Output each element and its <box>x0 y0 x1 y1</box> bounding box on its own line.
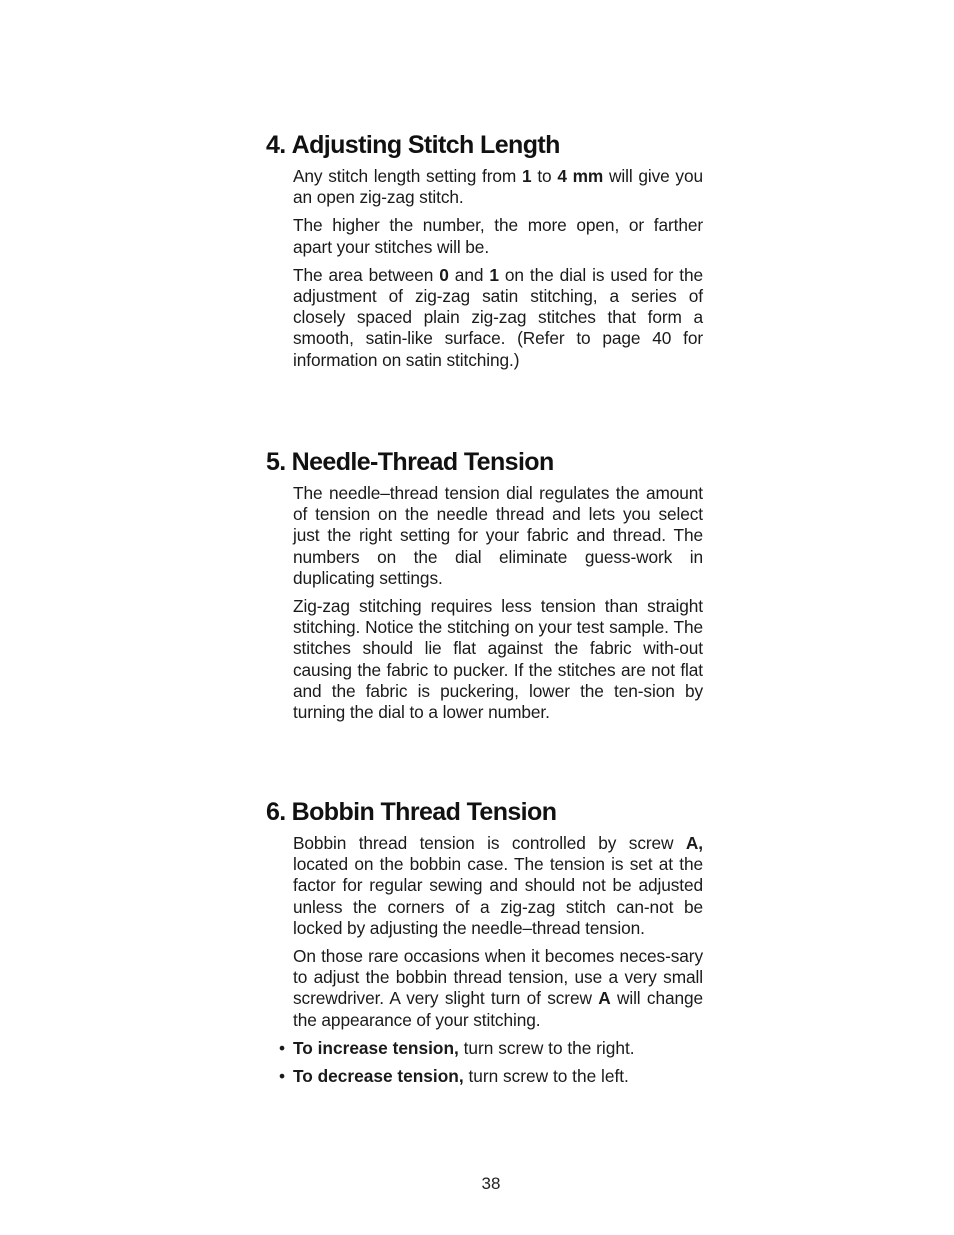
list-item <box>277 1038 703 1059</box>
section-heading <box>266 130 706 160</box>
section-title: Adjusting Stitch Length <box>291 131 560 159</box>
paragraph: Zig-zag stitching requires less tension than straight stitching. Notice the stitching on your test sample. The stitches should lie flat against the fabric with-out causing the fabric to pucker. If the stitches are not flat and the fabric is puckering, lower the ten-sion by turning the dial to a lower number. <box>293 596 703 723</box>
list-item <box>277 1066 703 1087</box>
paragraph: The higher the number, the more open, or farther apart your stitches will be. <box>293 215 703 257</box>
text-run: Any stitch length setting from <box>293 166 523 186</box>
bold-run: 4 mm <box>557 166 604 186</box>
page-number: 38 <box>481 1174 501 1193</box>
bullet-marker: • <box>279 1037 286 1058</box>
paragraph <box>293 946 703 1031</box>
section-number: 6. <box>266 798 286 826</box>
section-body <box>279 833 703 1087</box>
bullet-marker: • <box>279 1066 286 1087</box>
section-body <box>293 483 703 723</box>
section-needle-thread-tension <box>266 447 706 730</box>
section-title: Bobbin Thread Tension <box>291 798 557 826</box>
section-bobbin-thread-tension <box>266 797 706 1094</box>
paragraph <box>293 265 703 371</box>
bold-run: To decrease tension, <box>293 1066 464 1087</box>
text-run: will give you an open zig-zag stitch. <box>293 166 703 208</box>
paragraph: The needle–thread tension dial regulates the amount of tension on the needle thread and lets you select just the right setting for your fabric and thread. The numbers on the dial eliminate guess-work in duplicating settings. <box>293 483 703 588</box>
text-run: will change the appearance of your stitching. <box>293 988 703 1030</box>
text-run: The area between <box>293 264 440 285</box>
text-run: on the dial is used for the adjustment of zig-zag satin stitching, a series of closely spaced plain zig-zag stitches that form a smooth, satin-like surface. (Refer to page 40 for information on satin stitching.) <box>293 264 704 370</box>
section-adjusting-stitch-length <box>266 130 706 378</box>
text-run: On those rare occasions when it becomes neces-sary to adjust the bobbin thread tension, use a very small screwdriver. A very slight turn of screw <box>293 946 703 1009</box>
bold-run: A, <box>685 833 703 853</box>
section-heading <box>266 447 706 477</box>
section-title: Needle-Thread Tension <box>291 448 554 476</box>
text-run: to <box>531 166 558 186</box>
section-body <box>293 166 703 371</box>
bold-run: A <box>598 988 611 1009</box>
paragraph <box>293 166 703 208</box>
bold-run: 1 <box>489 264 499 285</box>
bold-run: 0 <box>439 264 449 285</box>
text-run: and <box>448 264 490 285</box>
section-number: 4. <box>266 131 286 159</box>
bold-run: To increase tension, <box>293 1037 459 1058</box>
text-run: turn screw to the right. <box>458 1037 635 1058</box>
text-run: located on the bobbin case. The tension is set at the factor for regular sewing and should not be adjusted unless the corners of a zig-zag stitch can-not be locked by adjusting the needle–thread tension. <box>293 854 703 938</box>
section-heading <box>266 797 706 827</box>
paragraph <box>293 833 703 939</box>
text-run: Bobbin thread tension is controlled by screw <box>293 833 686 853</box>
bold-run: 1 <box>522 166 532 186</box>
section-number: 5. <box>266 448 286 476</box>
text-run: turn screw to the left. <box>463 1066 629 1087</box>
